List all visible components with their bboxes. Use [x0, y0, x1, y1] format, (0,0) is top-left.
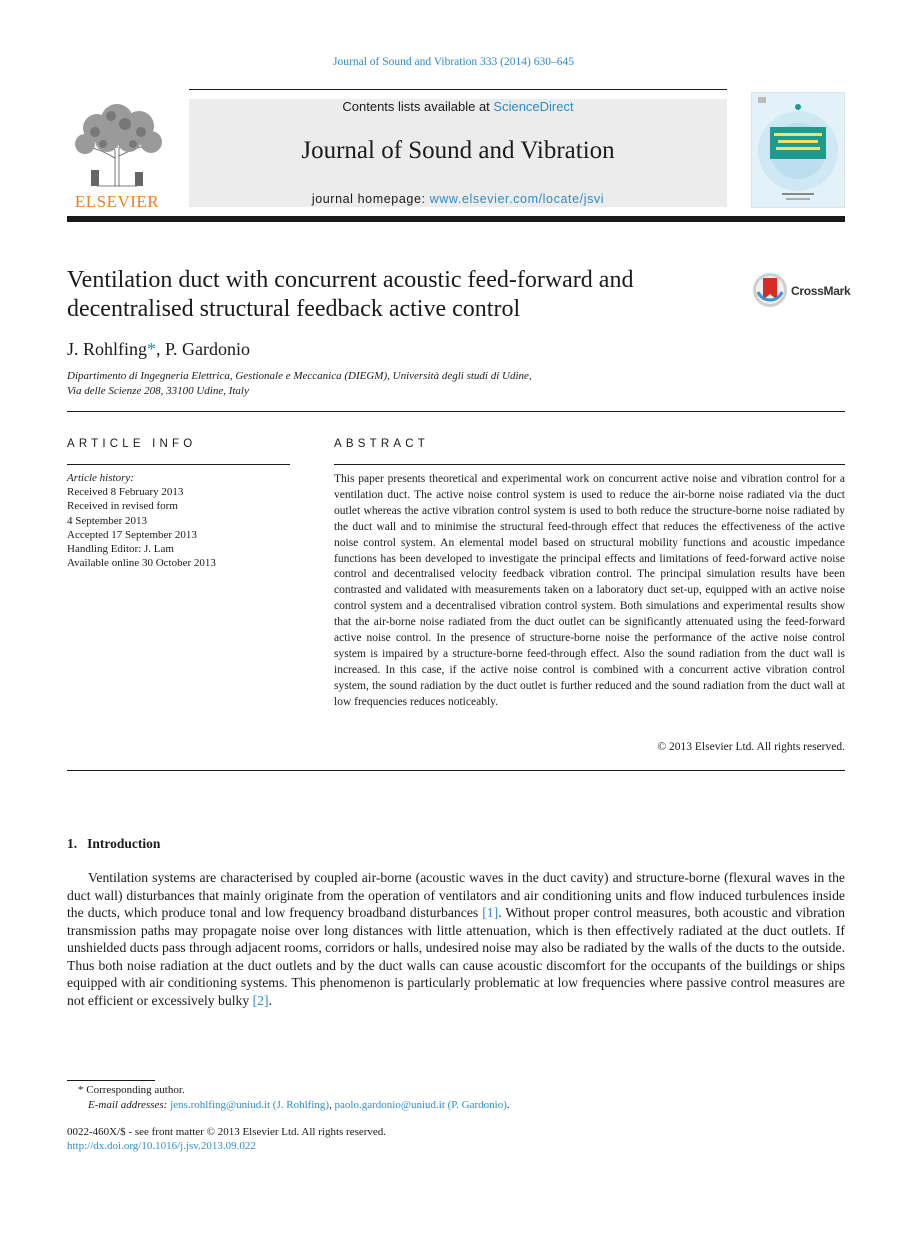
publisher-wordmark: ELSEVIER: [74, 192, 160, 211]
history-entry: Handling Editor: J. Lam: [67, 543, 174, 556]
article-history: [67, 471, 290, 570]
history-entry: Received in revised form: [67, 500, 178, 513]
author-list: [67, 339, 250, 360]
corresponding-author-footnote: [78, 1084, 185, 1096]
author-separator: ,: [156, 339, 166, 359]
article-info-heading: ARTICLE INFO: [67, 438, 197, 450]
footnote-text: Corresponding author.: [83, 1084, 185, 1096]
homepage-prefix: journal homepage:: [311, 192, 430, 206]
section-divider: [67, 770, 845, 771]
author-name: P. Gardonio: [165, 339, 251, 359]
article-title-line-2: decentralised structural feedback active control: [67, 296, 521, 322]
history-entry: 4 September 2013: [67, 514, 148, 527]
history-entry: Available online 30 October 2013: [67, 557, 216, 570]
author-name: J. Rohlfing: [67, 339, 148, 359]
contents-availability: [189, 99, 727, 114]
abstract-heading: ABSTRACT: [334, 438, 429, 450]
masthead-bottom-rule: [67, 216, 845, 222]
paragraph-text: . Without proper control measures, both acoustic and vibration transmission paths may propagate noise over long distances with little attenuation, which is then effectively radiated at the duct outlets. If unshielded ducts pass through adjacent rooms, corridors or halls, undesired noise may also be radiated by the walls of the ducts to the outside. Thus both noise radiation at the duct outlets and by the duct walls can cause acoustic discomfort for the occupants of the buildings or ships equipped with air conditioning systems. This phenomenon is particularly problematic at low frequencies where passive control measures are not efficient or excessively bulky: [67, 905, 845, 1008]
introduction-paragraph: [67, 869, 845, 1009]
email-link[interactable]: jens.rohlfing@uniud.it (J. Rohlfing): [170, 1099, 330, 1111]
article-title: [67, 266, 727, 324]
affiliation-line-2: Via delle Scienze 208, 33100 Udine, Italy: [67, 385, 249, 397]
abstract-text: This paper presents theoretical and experimental work on concurrent active noise and vibration control for a ventilation duct. The active noise control system is used to reduce the air-borne noise radiated via the duct outlet whereas the active vibration control system is used to both reduce the structure-borne noise radiated by the duct wall and to minimise the structural feed-through effect that reduces the effectiveness of the active noise control system. An elemental model based on structural mobility functions and acoustic impedance functions has been developed to investigate the principal effects and limitations of feed-forward active noise control and decentralised velocity feedback vibration control. The principal simulation results have been contrasted and validated with measurements taken on a laboratory duct set-up, equipped with an active noise control system and a decentralised vibration control system. Both simulations and experimental results show that the air-borne noise radiated from the duct outlet can be significantly attenuated using the feed-forward active noise control. In the presence of structure-borne noise the performance of the active noise control system is impaired by a structure-borne feed-through effect. Also the sound radiation from the duct wall is increased. In this case, if the active noise control is combined with a concurrent active vibration control system, the sound radiation by the duct outlet is further reduced and the sound radiation from the duct wall at low frequencies reduces noticeably.: [334, 473, 845, 708]
section-divider: [67, 411, 845, 412]
paragraph-text: Ventilation systems are characterised by coupled air-borne (acoustic waves in the duct cavity) and structure-borne (flexural waves in the duct wall) disturbances that mainly originate from the operation of ventilators and air conditioning units and flow induced turbulences inside the ducts, which produce tonal and low frequency broadband disturbances: [67, 870, 845, 920]
journal-name: Journal of Sound and Vibration: [301, 137, 615, 164]
abstract-copyright: © 2013 Elsevier Ltd. All rights reserved.: [657, 741, 845, 753]
corresponding-author-mark[interactable]: *: [147, 339, 157, 359]
homepage-link[interactable]: www.elsevier.com/locate/jsvi: [429, 192, 605, 206]
article-title-line-1: Ventilation duct with concurrent acoustic feed-forward and: [67, 267, 634, 293]
doi-link[interactable]: http://dx.doi.org/10.1016/j.jsv.2013.09.022: [67, 1140, 256, 1152]
email-separator: ,: [329, 1099, 335, 1111]
footnote-mark: *: [78, 1084, 84, 1096]
sciencedirect-link[interactable]: ScienceDirect: [493, 99, 574, 114]
reference-link[interactable]: [1]: [482, 905, 499, 920]
journal-homepage: [189, 192, 727, 206]
history-entry: Accepted 17 September 2013: [67, 528, 197, 541]
crossmark-label: CrossMark: [791, 284, 851, 298]
email-label: E-mail addresses:: [88, 1099, 171, 1111]
article-info-rule: [67, 464, 290, 465]
journal-cover-thumbnail[interactable]: [751, 92, 845, 208]
issn-line: 0022-460X/$ - see front matter © 2013 Elsevier Ltd. All rights reserved.: [67, 1126, 387, 1138]
email-footnote: [88, 1099, 510, 1111]
contents-prefix: Contents lists available at: [342, 99, 494, 114]
history-label: Article history:: [67, 472, 134, 484]
affiliation-line-1: Dipartimento di Ingegneria Elettrica, Gestionale e Meccanica (DIEGM), Università degli studi di Udine,: [67, 370, 532, 382]
section-title: Introduction: [87, 836, 161, 851]
footnote-rule: [67, 1080, 155, 1081]
masthead-top-rule: [189, 89, 727, 90]
history-entry: Received 8 February 2013: [67, 486, 184, 499]
abstract-rule: [334, 464, 845, 465]
paragraph-text: .: [268, 992, 273, 1008]
reference-link[interactable]: [2]: [252, 992, 269, 1008]
introduction-heading: [67, 836, 160, 852]
email-end: .: [506, 1099, 510, 1111]
email-link[interactable]: paolo.gardonio@uniud.it (P. Gardonio): [334, 1099, 507, 1111]
section-number: 1.: [67, 836, 78, 851]
journal-citation-link[interactable]: Journal of Sound and Vibration 333 (2014) 630–645: [333, 56, 574, 68]
